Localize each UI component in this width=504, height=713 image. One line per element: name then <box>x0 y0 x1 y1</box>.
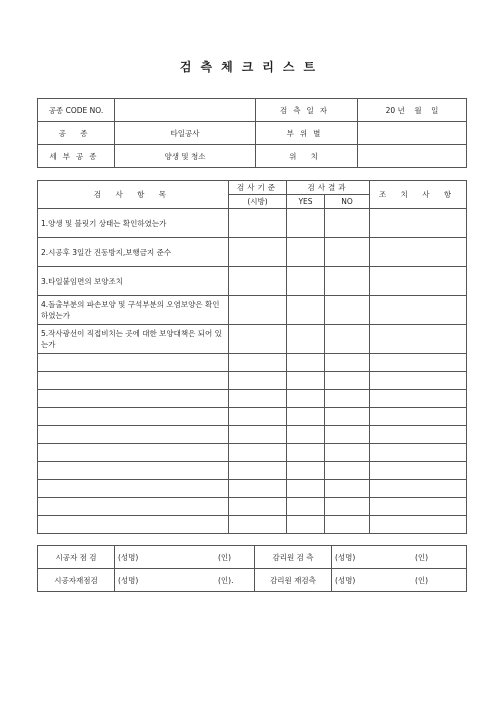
yes-cell[interactable] <box>287 296 325 325</box>
code-label: 공종 CODE NO. <box>38 99 115 122</box>
yes-label: YES <box>287 195 325 209</box>
action-cell[interactable] <box>370 444 467 462</box>
criteria-cell[interactable] <box>229 238 287 267</box>
seal-label: (인) <box>415 552 429 562</box>
contractor-signature[interactable] <box>115 546 255 569</box>
date-value[interactable]: 20 년 월 일 <box>358 99 467 122</box>
checklist-table <box>37 180 467 534</box>
criteria-cell[interactable] <box>229 498 287 516</box>
action-cell[interactable] <box>370 516 467 534</box>
criteria-cell[interactable] <box>229 354 287 372</box>
code-value[interactable] <box>115 99 256 122</box>
action-cell[interactable] <box>370 462 467 480</box>
signoff-row-recheck <box>38 569 467 592</box>
criteria-cell[interactable] <box>229 480 287 498</box>
yes-cell[interactable] <box>287 372 325 390</box>
yes-cell[interactable] <box>287 209 325 238</box>
name-label: (성명) <box>335 552 356 562</box>
table-row <box>38 444 467 462</box>
criteria-cell[interactable] <box>229 408 287 426</box>
yes-cell[interactable] <box>287 325 325 354</box>
no-cell[interactable] <box>325 296 370 325</box>
work-value[interactable]: 타일공사 <box>115 122 256 145</box>
no-cell[interactable] <box>325 267 370 296</box>
location-value[interactable] <box>358 145 467 168</box>
item-cell[interactable] <box>38 498 229 516</box>
no-cell[interactable] <box>325 238 370 267</box>
contractor-recheck-label: 시공자재점검 <box>38 569 115 592</box>
item-cell[interactable] <box>38 516 229 534</box>
yes-cell[interactable] <box>287 354 325 372</box>
criteria-sub: (시방) <box>229 195 287 209</box>
action-cell[interactable] <box>370 296 467 325</box>
seal-label: (인) <box>218 552 232 562</box>
criteria-cell[interactable] <box>229 462 287 480</box>
yes-cell[interactable] <box>287 480 325 498</box>
criteria-cell[interactable] <box>229 390 287 408</box>
table-row <box>38 462 467 480</box>
action-cell[interactable] <box>370 480 467 498</box>
criteria-cell[interactable] <box>229 296 287 325</box>
yes-cell[interactable] <box>287 444 325 462</box>
table-row <box>38 238 467 267</box>
signoff-table <box>37 545 467 592</box>
date-label: 검측일자 <box>256 99 358 122</box>
no-cell[interactable] <box>325 390 370 408</box>
checklist-item: 3.타일붙임면의 보양조치 <box>38 267 229 296</box>
item-cell[interactable] <box>38 390 229 408</box>
item-cell[interactable] <box>38 480 229 498</box>
work-label: 공 종 <box>38 122 115 145</box>
seal-label: (인). <box>218 575 234 585</box>
action-cell[interactable] <box>370 390 467 408</box>
item-cell[interactable] <box>38 444 229 462</box>
action-cell[interactable] <box>370 408 467 426</box>
table-row <box>38 426 467 444</box>
document-title: 검측체크리스트 <box>179 60 325 74</box>
no-cell[interactable] <box>325 516 370 534</box>
info-table <box>37 98 467 168</box>
checklist-item: 1.양생 및 블릿기 상태는 확인하였는가 <box>38 209 229 238</box>
name-label: (성명) <box>118 552 139 562</box>
yes-cell[interactable] <box>287 390 325 408</box>
part-label: 부위별 <box>256 122 358 145</box>
item-cell[interactable] <box>38 372 229 390</box>
info-row-code <box>38 99 467 122</box>
name-label: (성명) <box>335 575 356 585</box>
info-row-work <box>38 122 467 145</box>
item-cell[interactable] <box>38 408 229 426</box>
table-row <box>38 516 467 534</box>
criteria-header: 검사기준 <box>229 181 287 195</box>
yes-cell[interactable] <box>287 498 325 516</box>
result-header: 검사결과 <box>287 181 370 195</box>
yes-cell[interactable] <box>287 516 325 534</box>
criteria-cell[interactable] <box>229 426 287 444</box>
action-cell[interactable] <box>370 325 467 354</box>
supervisor-label: 감리원 검 측 <box>255 546 332 569</box>
contractor-recheck-signature[interactable] <box>115 569 255 592</box>
signoff-row-inspect <box>38 546 467 569</box>
no-cell[interactable] <box>325 498 370 516</box>
action-cell[interactable] <box>370 209 467 238</box>
checklist-item: 5.작사광선이 직접비치는 곳에 대한 보양대책은 되어 있는가 <box>38 325 229 354</box>
no-cell[interactable] <box>325 354 370 372</box>
checklist-item: 2.시공후 3일간 진동방지,보행금지 준수 <box>38 238 229 267</box>
table-row <box>38 354 467 372</box>
no-cell[interactable] <box>325 480 370 498</box>
no-cell[interactable] <box>325 209 370 238</box>
yes-cell[interactable] <box>287 426 325 444</box>
no-cell[interactable] <box>325 372 370 390</box>
table-row <box>38 267 467 296</box>
table-row <box>38 296 467 325</box>
checklist-header-row <box>38 181 467 195</box>
info-row-detail <box>38 145 467 168</box>
contractor-label: 시공자 점 검 <box>38 546 115 569</box>
item-cell[interactable] <box>38 354 229 372</box>
no-cell[interactable] <box>325 462 370 480</box>
action-cell[interactable] <box>370 238 467 267</box>
table-row <box>38 498 467 516</box>
table-row <box>38 408 467 426</box>
table-row <box>38 480 467 498</box>
action-cell[interactable] <box>370 426 467 444</box>
yes-cell[interactable] <box>287 267 325 296</box>
item-cell[interactable] <box>38 462 229 480</box>
item-cell[interactable] <box>38 426 229 444</box>
no-cell[interactable] <box>325 426 370 444</box>
table-row <box>38 390 467 408</box>
table-row <box>38 209 467 238</box>
seal-label: (인) <box>415 575 429 585</box>
table-row <box>38 325 467 354</box>
part-value[interactable] <box>358 122 467 145</box>
no-cell[interactable] <box>325 408 370 426</box>
yes-cell[interactable] <box>287 238 325 267</box>
supervisor-signature[interactable] <box>332 546 467 569</box>
detail-value[interactable]: 양생 및 청소 <box>115 145 256 168</box>
criteria-cell[interactable] <box>229 209 287 238</box>
criteria-cell[interactable] <box>229 516 287 534</box>
criteria-cell[interactable] <box>229 267 287 296</box>
yes-cell[interactable] <box>287 462 325 480</box>
action-cell[interactable] <box>370 498 467 516</box>
detail-label: 세부공종 <box>38 145 115 168</box>
location-label: 위 치 <box>256 145 358 168</box>
criteria-cell[interactable] <box>229 444 287 462</box>
supervisor-recheck-signature[interactable] <box>332 569 467 592</box>
action-header: 조 치 사 항 <box>370 181 467 209</box>
item-header: 검 사 항 목 <box>38 181 229 209</box>
criteria-cell[interactable] <box>229 325 287 354</box>
action-cell[interactable] <box>370 267 467 296</box>
supervisor-recheck-label: 감리원 재검측 <box>255 569 332 592</box>
no-cell[interactable] <box>325 444 370 462</box>
checklist-item: 4.돌출부분의 파손보양 및 구석부분의 오염보양은 확인하였는가 <box>38 296 229 325</box>
yes-cell[interactable] <box>287 408 325 426</box>
no-cell[interactable] <box>325 325 370 354</box>
action-cell[interactable] <box>370 372 467 390</box>
name-label: (성명) <box>118 575 139 585</box>
no-label: NO <box>325 195 370 209</box>
table-row <box>38 372 467 390</box>
criteria-cell[interactable] <box>229 372 287 390</box>
action-cell[interactable] <box>370 354 467 372</box>
